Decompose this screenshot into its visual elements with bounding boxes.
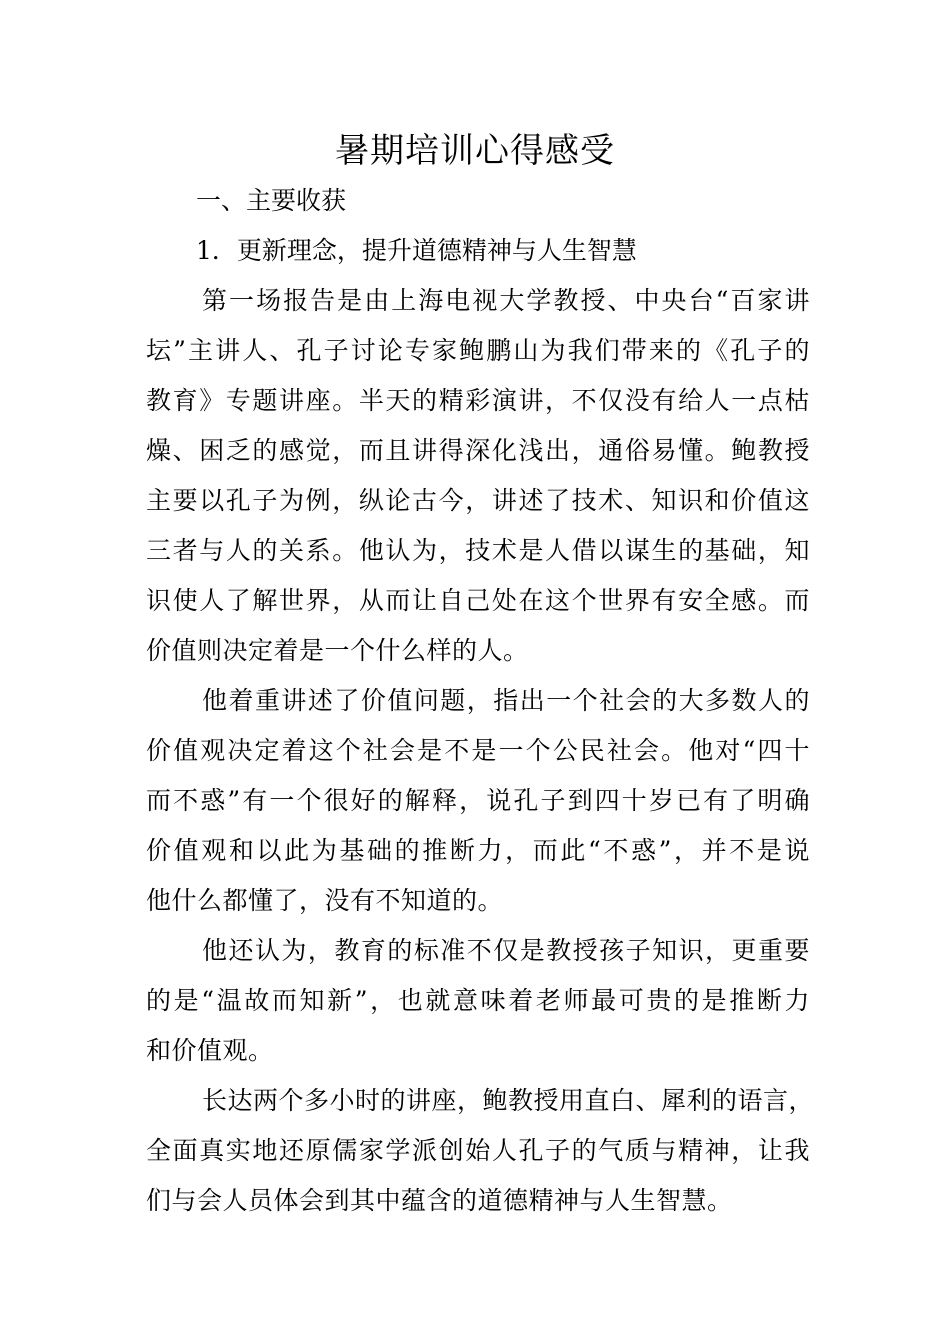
paragraph-line: 和价值观。 [146, 1036, 274, 1065]
section-heading: 一、主要收获 [196, 186, 347, 215]
paragraph-line: 他什么都懂了，没有不知道的。 [146, 886, 504, 915]
paragraph-line: 他着重讲述了价值问题，指出一个社会的大多数人的 [202, 686, 810, 715]
paragraph-line: 燥、困乏的感觉，而且讲得深化浅出，通俗易懂。鲍教授 [146, 436, 810, 465]
paragraph-line: 们与会人员体会到其中蕴含的道德精神与人生智慧。 [146, 1186, 733, 1215]
paragraph-line: 教育》专题讲座。半天的精彩演讲，不仅没有给人一点枯 [146, 386, 810, 415]
paragraph-line: 三者与人的关系。他认为，技术是人借以谋生的基础，知 [146, 536, 810, 565]
page-title: 暑期培训心得感受 [335, 131, 615, 171]
paragraph-1 [146, 276, 810, 676]
paragraph-4 [146, 1076, 815, 1226]
paragraph-line: 第一场报告是由上海电视大学教授、中央台“百家讲 [202, 286, 810, 315]
paragraph-line: 价值观决定着这个社会是不是一个公民社会。他对“四十 [146, 736, 810, 765]
paragraph-line: 坛”主讲人、孔子讨论专家鲍鹏山为我们带来的《孔子的 [146, 336, 810, 365]
paragraph-2 [146, 676, 810, 926]
document-body [146, 176, 815, 1226]
paragraph-3 [146, 926, 810, 1076]
paragraph-line: 他还认为，教育的标准不仅是教授孩子知识，更重要 [202, 936, 810, 965]
paragraph-line: 价值观和以此为基础的推断力，而此“不惑”，并不是说 [146, 836, 810, 865]
paragraph-line: 识使人了解世界，从而让自己处在这个世界有安全感。而 [146, 586, 810, 615]
paragraph-line: 价值则决定着是一个什么样的人。 [146, 636, 529, 665]
paragraph-line: 全面真实地还原儒家学派创始人孔子的气质与精神，让我 [146, 1136, 810, 1165]
paragraph-line: 的是“温故而知新”，也就意味着老师最可贵的是推断力 [146, 986, 810, 1015]
paragraph-line: 而不惑”有一个很好的解释，说孔子到四十岁已有了明确 [146, 786, 810, 815]
paragraph-line: 长达两个多小时的讲座，鲍教授用直白、犀利的语言， [202, 1086, 815, 1115]
subsection-heading: 1．更新理念，提升道德精神与人生智慧 [196, 236, 637, 265]
paragraph-line: 主要以孔子为例，纵论古今，讲述了技术、知识和价值这 [146, 486, 810, 515]
